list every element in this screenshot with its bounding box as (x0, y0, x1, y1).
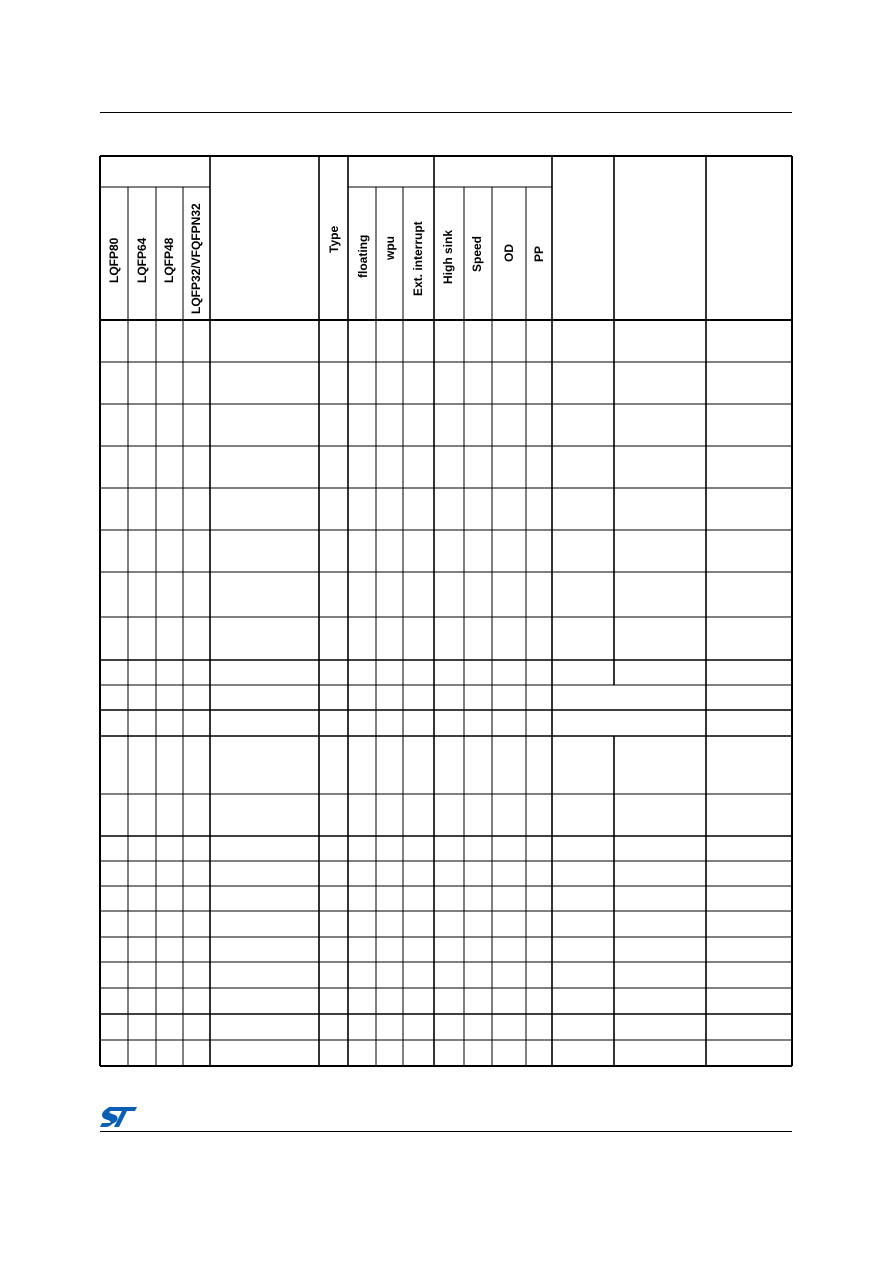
col-header-lqfp48: LQFP48 (162, 237, 176, 283)
col-header-lqfp32-vfqfpn32: LQFP32/VFQFPN32 (189, 203, 203, 314)
col-header-high-sink: High sink (441, 229, 455, 284)
col-header-wpu: wpu (383, 236, 397, 260)
st-logo-icon (99, 1106, 139, 1128)
col-header-ext-interrupt: Ext. interrupt (411, 221, 425, 296)
footer-rule (100, 1131, 792, 1132)
col-header-lqfp64: LQFP64 (135, 237, 149, 283)
col-header-lqfp80: LQFP80 (107, 237, 121, 283)
col-header-od: OD (502, 244, 516, 262)
table-header (107, 203, 546, 314)
col-header-type: Type (327, 225, 341, 253)
col-header-floating: floating (356, 234, 370, 278)
table-grid (100, 156, 792, 1066)
col-header-speed: Speed (470, 235, 484, 272)
col-header-pp: PP (532, 245, 546, 262)
